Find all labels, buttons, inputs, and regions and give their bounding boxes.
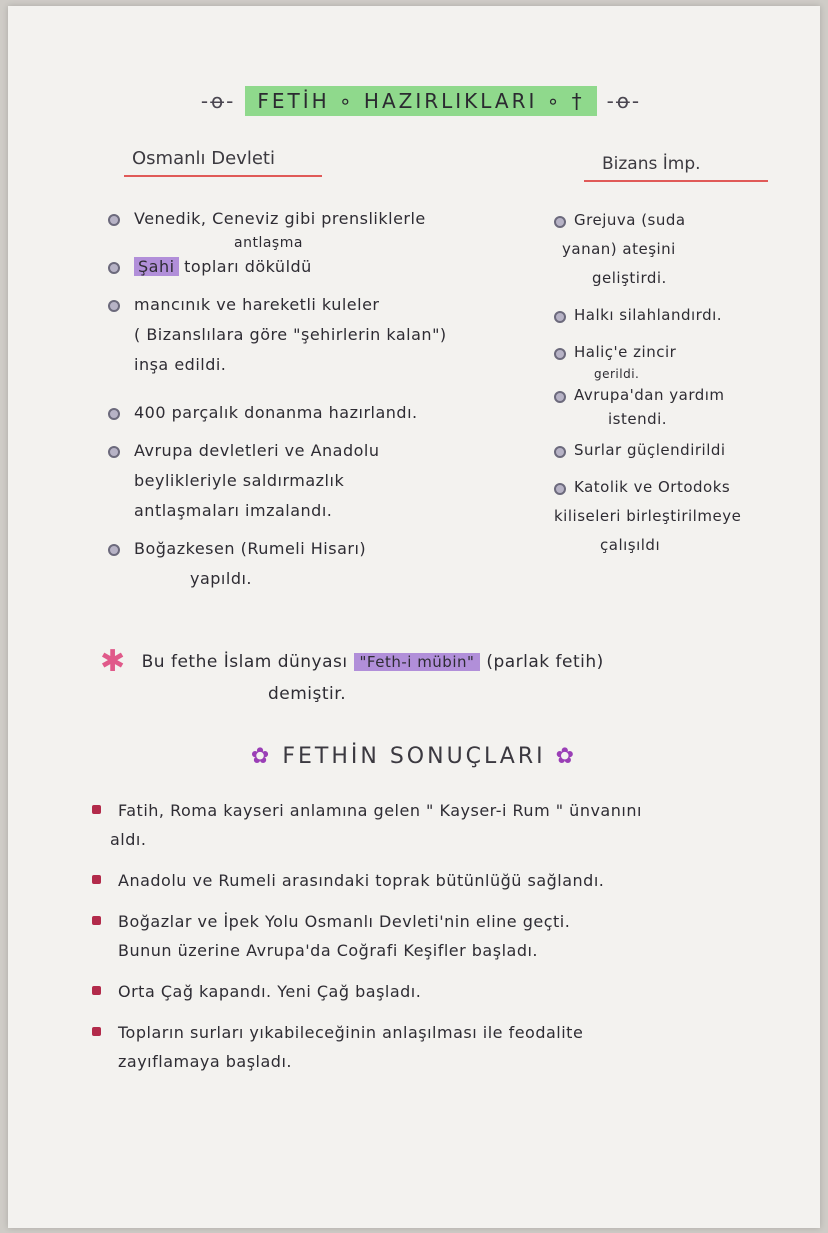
star-icon: ✱	[100, 644, 126, 679]
bullet-icon	[554, 311, 566, 323]
list-item: Avrupa devletleri ve Anadolu beylikleriyle saldırmazlık antlaşmaları imzalandı.	[104, 436, 514, 526]
title-left-decoration: -ꝋ-	[200, 89, 236, 113]
notebook-page	[8, 6, 820, 1228]
square-bullet-icon	[92, 916, 101, 925]
list-item: Topların surları yıkabileceğinin anlaşılması ile feodalite zayıflamaya başladı.	[88, 1018, 778, 1076]
page-title: FETİH ∘ HAZIRLIKLARI ∘ †	[245, 86, 596, 116]
list-item: Fatih, Roma kayseri anlamına gelen " Kayser-i Rum " ünvanını aldı.	[88, 796, 778, 854]
list-item: Şahi topları döküldü	[104, 252, 514, 282]
bullet-icon	[554, 483, 566, 495]
bullet-icon	[108, 408, 120, 420]
list-item: Haliç'e zincir gerildi.	[552, 338, 772, 381]
bullet-icon	[108, 300, 120, 312]
list-item: Halkı silahlandırdı.	[552, 301, 772, 330]
ottoman-heading: Osmanlı Devleti	[124, 148, 322, 177]
byzantine-heading: Bizans İmp.	[584, 154, 768, 182]
byzantine-preparations-list	[552, 206, 772, 560]
highlighted-word: Şahi	[134, 257, 179, 276]
conquest-results-list	[88, 796, 778, 1088]
bullet-icon	[554, 348, 566, 360]
bullet-icon	[554, 216, 566, 228]
page-title-row	[176, 84, 666, 118]
conquest-note: ✱ Bu fethe İslam dünyası "Feth-i mübin" (parlak fetih) demiştir.	[100, 644, 604, 704]
list-item: Grejuva (suda yanan) ateşini geliştirdi.	[552, 206, 772, 293]
flower-icon: ✿	[250, 744, 273, 769]
ottoman-preparations-list	[104, 204, 514, 594]
list-item: Boğazlar ve İpek Yolu Osmanlı Devleti'nin eline geçti. Bunun üzerine Avrupa'da Coğrafi Keşifler başladı.	[88, 907, 778, 965]
bullet-icon	[554, 446, 566, 458]
bullet-icon	[554, 391, 566, 403]
flower-icon: ✿	[555, 744, 578, 769]
bullet-icon	[108, 446, 120, 458]
list-item: Avrupa'dan yardım istendi.	[552, 381, 772, 428]
list-item: Surlar güçlendirildi	[552, 436, 772, 465]
square-bullet-icon	[92, 1027, 101, 1036]
list-item: Boğazkesen (Rumeli Hisarı) yapıldı.	[104, 534, 514, 594]
bullet-icon	[108, 214, 120, 226]
square-bullet-icon	[92, 986, 101, 995]
square-bullet-icon	[92, 805, 101, 814]
title-right-decoration: -ꝋ-	[606, 89, 642, 113]
bullet-icon	[108, 544, 120, 556]
results-heading: ✿ FETHİN SONUÇLARI ✿	[250, 744, 578, 769]
square-bullet-icon	[92, 875, 101, 884]
feth-i-mubin-highlight: "Feth-i mübin"	[354, 653, 481, 671]
bullet-icon	[108, 262, 120, 274]
list-item: Anadolu ve Rumeli arasındaki toprak bütünlüğü sağlandı.	[88, 866, 778, 895]
list-item: mancınık ve hareketli kuleler ( Bizanslılara göre "şehirlerin kalan") inşa edildi.	[104, 290, 514, 380]
list-item: Orta Çağ kapandı. Yeni Çağ başladı.	[88, 977, 778, 1006]
list-item: Venedik, Ceneviz gibi prensliklerle antlaşma	[104, 204, 514, 252]
list-item: Katolik ve Ortodoks kiliseleri birleştirilmeye çalışıldı	[554, 478, 742, 554]
list-item: 400 parçalık donanma hazırlandı.	[104, 398, 514, 428]
